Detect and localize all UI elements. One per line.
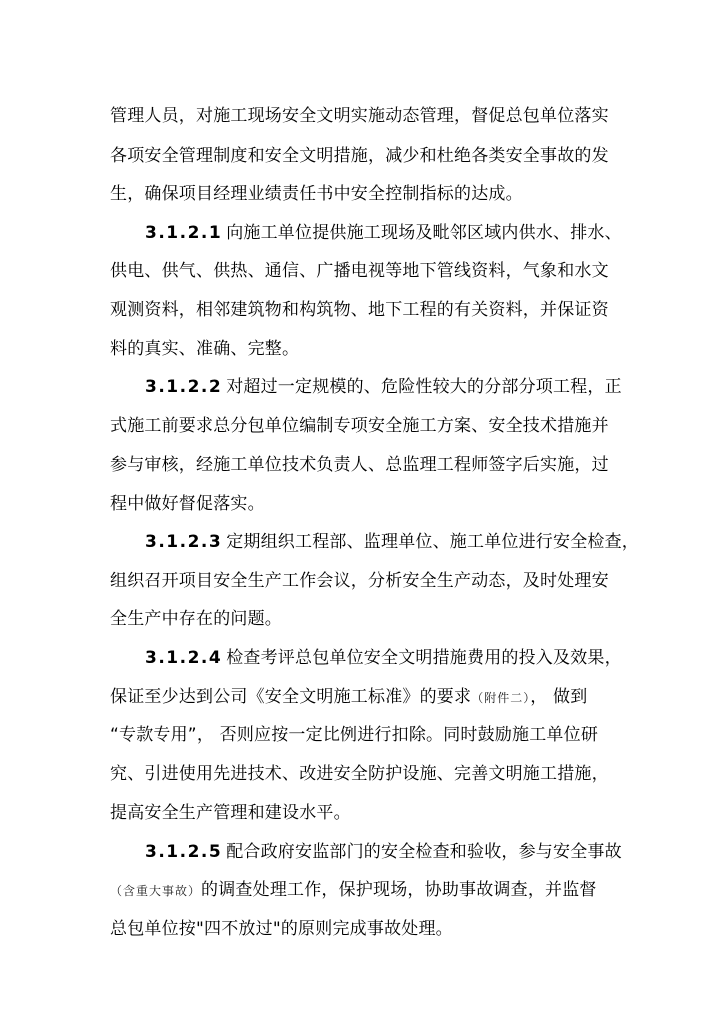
paragraph-3124-line-5: [110, 801, 351, 825]
text-line: 定期组织工程部、监理单位、施工单位进行安全检查，: [226, 532, 640, 552]
annex-note: （附件二）: [471, 691, 531, 705]
paragraph-3122-line-4: [110, 492, 265, 516]
paragraph-3125-line-1: [145, 840, 622, 864]
text-line: 配合政府安监部门的安全检查和验收，参与安全事故: [226, 842, 622, 862]
text-line: 观测资料，相邻建筑物和构筑物、地下工程的有关资料，并保证资: [110, 300, 609, 320]
paragraph-3122-line-3: [110, 453, 609, 477]
text-line: 参与审核，经施工单位技术负责人、总监理工程师签字后实施，过: [110, 455, 609, 475]
text-line: 向施工单位提供施工现场及毗邻区域内供水、排水、: [226, 223, 622, 243]
paragraph-3121-line-1: [145, 221, 622, 245]
section-number: 3.1.2.5: [145, 842, 223, 862]
section-number: 3.1.2.3: [145, 532, 223, 552]
text-line: 全生产中存在的问题。: [110, 609, 282, 629]
paragraph-3124-line-1: [145, 646, 622, 670]
text-line: ， 做到: [530, 687, 588, 707]
paragraph-3121-line-4: [110, 337, 299, 361]
paragraph-3125-line-3: [110, 917, 453, 941]
paragraph-3121-line-3: [110, 298, 609, 322]
paragraph-0-line-3: [110, 182, 523, 206]
paragraph-3124-line-4: [110, 762, 609, 786]
text-line: 保证至少达到公司《安全文明施工标准》的要求: [110, 687, 472, 707]
paragraph-3122-line-1: [145, 375, 622, 399]
text-line: 提高安全生产管理和建设水平。: [110, 803, 351, 823]
section-number: 3.1.2.4: [145, 648, 223, 668]
text-line: 式施工前要求总分包单位编制专项安全施工方案、安全技术措施并: [110, 416, 609, 436]
text-line: 供电、供气、供热、通信、广播电视等地下管线资料，气象和水文: [110, 261, 609, 281]
text-line: 对超过一定规模的、危险性较大的分部分项工程，正: [226, 377, 622, 397]
text-line: 生，确保项目经理业绩责任书中安全控制指标的达成。: [110, 184, 523, 204]
paragraph-3123-line-1: [145, 530, 639, 554]
paragraph-0-line-2: [110, 144, 609, 168]
paragraph-3124-line-2: [110, 685, 587, 709]
paragraph-3124-line-3: [110, 723, 598, 747]
paragraph-0-line-1: [110, 104, 609, 128]
text-line: 管理人员，对施工现场安全文明实施动态管理，督促总包单位落实: [110, 106, 609, 126]
paragraph-3123-line-2: [110, 569, 609, 593]
paragraph-3125-line-2: [110, 878, 597, 902]
text-line: “专款专用”， 否则应按一定比例进行扣除。同时鼓励施工单位研: [110, 725, 599, 745]
section-number: 3.1.2.2: [145, 377, 223, 397]
text-line: 各项安全管理制度和安全文明措施，减少和杜绝各类安全事故的发: [110, 146, 609, 166]
text-line: 料的真实、准确、完整。: [110, 339, 300, 359]
text-line: 组织召开项目安全生产工作会议，分析安全生产动态，及时处理安: [110, 571, 609, 591]
text-line: 究、引进使用先进技术、改进安全防护设施、完善文明施工措施，: [110, 764, 609, 784]
paragraph-3123-line-3: [110, 607, 282, 631]
paragraph-3121-line-2: [110, 259, 609, 283]
section-number: 3.1.2.1: [145, 223, 223, 243]
text-line: 检查考评总包单位安全文明措施费用的投入及效果，: [226, 648, 622, 668]
text-line: 程中做好督促落实。: [110, 494, 265, 514]
parenthetical-note: （含重大事故）: [110, 884, 202, 898]
text-line: 总包单位按"四不放过"的原则完成事故处理。: [110, 919, 453, 939]
text-line: 的调查处理工作，保护现场，协助事故调查，并监督: [201, 880, 597, 900]
paragraph-3122-line-2: [110, 414, 609, 438]
